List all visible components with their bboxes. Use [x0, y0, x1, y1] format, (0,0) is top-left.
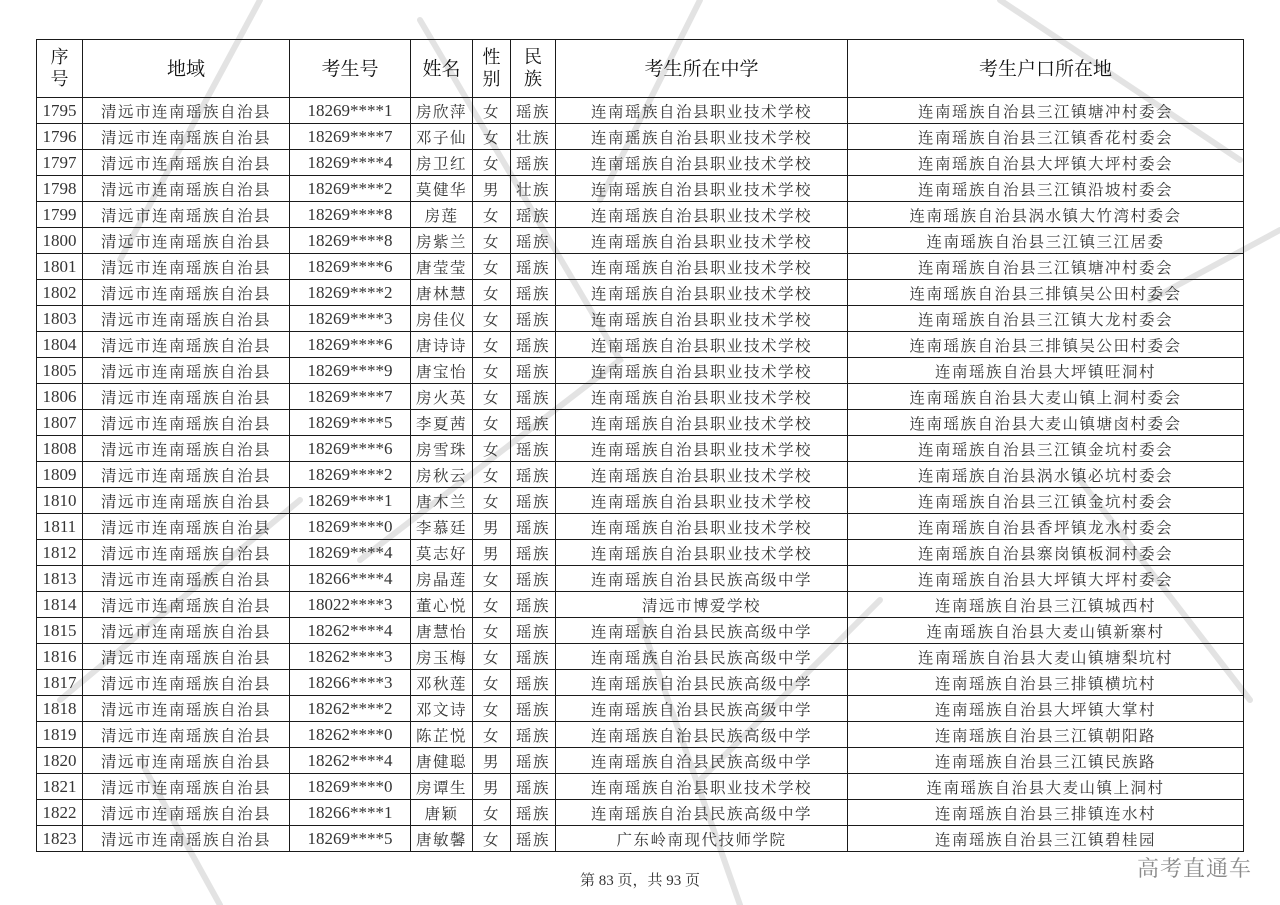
cell-school: 广东岭南现代技师学院 [556, 826, 848, 852]
cell-residence: 连南瑶族自治县大坪镇旺洞村 [848, 358, 1244, 384]
cell-ethnicity: 瑶族 [511, 540, 556, 566]
cell-residence: 连南瑶族自治县三江镇塘冲村委会 [848, 254, 1244, 280]
cell-exam-no: 18269****5 [290, 826, 411, 852]
cell-region: 清远市连南瑶族自治县 [83, 124, 290, 150]
cell-exam-no: 18269****3 [290, 306, 411, 332]
cell-exam-no: 18269****2 [290, 280, 411, 306]
cell-residence: 连南瑶族自治县三排镇吴公田村委会 [848, 332, 1244, 358]
cell-name: 李夏茜 [411, 410, 473, 436]
cell-name: 房莲 [411, 202, 473, 228]
cell-seq: 1795 [37, 98, 83, 124]
cell-region: 清远市连南瑶族自治县 [83, 748, 290, 774]
cell-ethnicity: 瑶族 [511, 254, 556, 280]
cell-residence: 连南瑶族自治县三排镇连水村 [848, 800, 1244, 826]
cell-gender: 女 [473, 202, 511, 228]
cell-name: 唐颖 [411, 800, 473, 826]
cell-gender: 女 [473, 618, 511, 644]
cell-seq: 1818 [37, 696, 83, 722]
cell-gender: 女 [473, 358, 511, 384]
cell-school: 连南瑶族自治县职业技术学校 [556, 228, 848, 254]
cell-exam-no: 18262****3 [290, 644, 411, 670]
cell-seq: 1797 [37, 150, 83, 176]
cell-name: 房卫红 [411, 150, 473, 176]
table-row [37, 644, 1244, 670]
header-ethnicity: 民 族 [511, 40, 556, 98]
cell-seq: 1805 [37, 358, 83, 384]
table-row [37, 358, 1244, 384]
cell-name: 陈芷悦 [411, 722, 473, 748]
cell-school: 清远市博爱学校 [556, 592, 848, 618]
cell-gender: 女 [473, 722, 511, 748]
cell-name: 邓秋莲 [411, 670, 473, 696]
cell-residence: 连南瑶族自治县大麦山镇塘梨坑村 [848, 644, 1244, 670]
cell-school: 连南瑶族自治县职业技术学校 [556, 306, 848, 332]
cell-school: 连南瑶族自治县职业技术学校 [556, 384, 848, 410]
cell-residence: 连南瑶族自治县三江镇香花村委会 [848, 124, 1244, 150]
table-row [37, 696, 1244, 722]
cell-residence: 连南瑶族自治县三江镇城西村 [848, 592, 1244, 618]
cell-name: 房火英 [411, 384, 473, 410]
cell-name: 唐敏馨 [411, 826, 473, 852]
cell-seq: 1822 [37, 800, 83, 826]
cell-name: 莫志好 [411, 540, 473, 566]
table-row [37, 488, 1244, 514]
cell-region: 清远市连南瑶族自治县 [83, 774, 290, 800]
cell-ethnicity: 瑶族 [511, 748, 556, 774]
cell-residence: 连南瑶族自治县三排镇横坑村 [848, 670, 1244, 696]
cell-region: 清远市连南瑶族自治县 [83, 332, 290, 358]
cell-school: 连南瑶族自治县职业技术学校 [556, 410, 848, 436]
cell-gender: 女 [473, 228, 511, 254]
cell-name: 唐林慧 [411, 280, 473, 306]
cell-exam-no: 18269****7 [290, 384, 411, 410]
cell-name: 董心悦 [411, 592, 473, 618]
cell-region: 清远市连南瑶族自治县 [83, 488, 290, 514]
table-row [37, 124, 1244, 150]
cell-school: 连南瑶族自治县民族高级中学 [556, 800, 848, 826]
cell-seq: 1819 [37, 722, 83, 748]
cell-region: 清远市连南瑶族自治县 [83, 410, 290, 436]
cell-residence: 连南瑶族自治县寨岗镇板洞村委会 [848, 540, 1244, 566]
cell-residence: 连南瑶族自治县涡水镇大竹湾村委会 [848, 202, 1244, 228]
cell-residence: 连南瑶族自治县三江镇塘冲村委会 [848, 98, 1244, 124]
corner-watermark: 高考直通车 [1136, 857, 1252, 882]
cell-residence: 连南瑶族自治县大坪镇大坪村委会 [848, 566, 1244, 592]
table-row [37, 150, 1244, 176]
header-exam-no: 考生号 [290, 40, 411, 98]
cell-exam-no: 18269****6 [290, 332, 411, 358]
cell-ethnicity: 瑶族 [511, 436, 556, 462]
cell-exam-no: 18266****1 [290, 800, 411, 826]
table-row [37, 462, 1244, 488]
cell-ethnicity: 瑶族 [511, 384, 556, 410]
header-name: 姓名 [411, 40, 473, 98]
table-row [37, 540, 1244, 566]
cell-residence: 连南瑶族自治县三江镇金坑村委会 [848, 488, 1244, 514]
table-row [37, 592, 1244, 618]
cell-name: 房玉梅 [411, 644, 473, 670]
cell-exam-no: 18269****0 [290, 774, 411, 800]
cell-residence: 连南瑶族自治县三江镇沿坡村委会 [848, 176, 1244, 202]
cell-exam-no: 18262****4 [290, 618, 411, 644]
table-row [37, 280, 1244, 306]
cell-seq: 1799 [37, 202, 83, 228]
cell-name: 房欣萍 [411, 98, 473, 124]
cell-exam-no: 18269****7 [290, 124, 411, 150]
cell-name: 唐宝怡 [411, 358, 473, 384]
cell-gender: 女 [473, 462, 511, 488]
cell-residence: 连南瑶族自治县大坪镇大掌村 [848, 696, 1244, 722]
cell-school: 连南瑶族自治县职业技术学校 [556, 176, 848, 202]
cell-ethnicity: 瑶族 [511, 488, 556, 514]
cell-name: 唐健聪 [411, 748, 473, 774]
cell-exam-no: 18269****6 [290, 254, 411, 280]
cell-seq: 1803 [37, 306, 83, 332]
cell-school: 连南瑶族自治县职业技术学校 [556, 202, 848, 228]
cell-exam-no: 18262****0 [290, 722, 411, 748]
cell-region: 清远市连南瑶族自治县 [83, 826, 290, 852]
cell-gender: 女 [473, 98, 511, 124]
cell-gender: 女 [473, 644, 511, 670]
cell-gender: 女 [473, 384, 511, 410]
cell-seq: 1823 [37, 826, 83, 852]
cell-ethnicity: 壮族 [511, 176, 556, 202]
cell-ethnicity: 瑶族 [511, 228, 556, 254]
cell-region: 清远市连南瑶族自治县 [83, 514, 290, 540]
cell-ethnicity: 瑶族 [511, 358, 556, 384]
cell-residence: 连南瑶族自治县三江镇三江居委 [848, 228, 1244, 254]
cell-region: 清远市连南瑶族自治县 [83, 566, 290, 592]
cell-school: 连南瑶族自治县民族高级中学 [556, 748, 848, 774]
table-row [37, 254, 1244, 280]
cell-ethnicity: 瑶族 [511, 566, 556, 592]
cell-residence: 连南瑶族自治县大麦山镇上洞村委会 [848, 384, 1244, 410]
cell-seq: 1820 [37, 748, 83, 774]
cell-seq: 1804 [37, 332, 83, 358]
header-residence: 考生户口所在地 [848, 40, 1244, 98]
cell-gender: 女 [473, 488, 511, 514]
table-row [37, 410, 1244, 436]
cell-name: 房紫兰 [411, 228, 473, 254]
table-row [37, 566, 1244, 592]
cell-gender: 男 [473, 176, 511, 202]
cell-name: 房谭生 [411, 774, 473, 800]
table-header-row [37, 40, 1244, 98]
cell-gender: 女 [473, 124, 511, 150]
cell-exam-no: 18269****0 [290, 514, 411, 540]
cell-gender: 女 [473, 254, 511, 280]
cell-school: 连南瑶族自治县民族高级中学 [556, 722, 848, 748]
cell-region: 清远市连南瑶族自治县 [83, 98, 290, 124]
table-row [37, 332, 1244, 358]
cell-gender: 女 [473, 800, 511, 826]
table-row [37, 228, 1244, 254]
cell-seq: 1811 [37, 514, 83, 540]
cell-school: 连南瑶族自治县职业技术学校 [556, 254, 848, 280]
cell-ethnicity: 瑶族 [511, 696, 556, 722]
cell-gender: 男 [473, 774, 511, 800]
cell-residence: 连南瑶族自治县大麦山镇塘卤村委会 [848, 410, 1244, 436]
cell-gender: 女 [473, 150, 511, 176]
cell-ethnicity: 瑶族 [511, 332, 556, 358]
cell-exam-no: 18269****1 [290, 488, 411, 514]
cell-region: 清远市连南瑶族自治县 [83, 618, 290, 644]
cell-ethnicity: 瑶族 [511, 644, 556, 670]
cell-ethnicity: 瑶族 [511, 306, 556, 332]
cell-region: 清远市连南瑶族自治县 [83, 644, 290, 670]
cell-school: 连南瑶族自治县职业技术学校 [556, 488, 848, 514]
cell-residence: 连南瑶族自治县三江镇朝阳路 [848, 722, 1244, 748]
cell-region: 清远市连南瑶族自治县 [83, 202, 290, 228]
cell-gender: 女 [473, 826, 511, 852]
header-region: 地域 [83, 40, 290, 98]
cell-exam-no: 18269****1 [290, 98, 411, 124]
cell-seq: 1817 [37, 670, 83, 696]
cell-name: 唐莹莹 [411, 254, 473, 280]
cell-school: 连南瑶族自治县民族高级中学 [556, 696, 848, 722]
table-row [37, 774, 1244, 800]
cell-gender: 女 [473, 332, 511, 358]
table-row [37, 826, 1244, 852]
cell-school: 连南瑶族自治县民族高级中学 [556, 670, 848, 696]
cell-school: 连南瑶族自治县职业技术学校 [556, 462, 848, 488]
cell-residence: 连南瑶族自治县三江镇民族路 [848, 748, 1244, 774]
cell-ethnicity: 瑶族 [511, 670, 556, 696]
cell-ethnicity: 瑶族 [511, 150, 556, 176]
cell-exam-no: 18269****8 [290, 228, 411, 254]
cell-exam-no: 18269****8 [290, 202, 411, 228]
table-row [37, 748, 1244, 774]
cell-gender: 男 [473, 540, 511, 566]
cell-residence: 连南瑶族自治县三江镇大龙村委会 [848, 306, 1244, 332]
cell-residence: 连南瑶族自治县大坪镇大坪村委会 [848, 150, 1244, 176]
cell-school: 连南瑶族自治县职业技术学校 [556, 774, 848, 800]
cell-gender: 女 [473, 670, 511, 696]
cell-gender: 女 [473, 280, 511, 306]
cell-ethnicity: 壮族 [511, 124, 556, 150]
cell-gender: 女 [473, 696, 511, 722]
cell-exam-no: 18269****2 [290, 176, 411, 202]
cell-school: 连南瑶族自治县民族高级中学 [556, 566, 848, 592]
cell-region: 清远市连南瑶族自治县 [83, 696, 290, 722]
table-row [37, 618, 1244, 644]
cell-seq: 1806 [37, 384, 83, 410]
header-school: 考生所在中学 [556, 40, 848, 98]
cell-ethnicity: 瑶族 [511, 592, 556, 618]
cell-gender: 女 [473, 410, 511, 436]
cell-school: 连南瑶族自治县职业技术学校 [556, 332, 848, 358]
cell-residence: 连南瑶族自治县三江镇金坑村委会 [848, 436, 1244, 462]
cell-region: 清远市连南瑶族自治县 [83, 540, 290, 566]
cell-region: 清远市连南瑶族自治县 [83, 228, 290, 254]
cell-exam-no: 18266****4 [290, 566, 411, 592]
cell-seq: 1814 [37, 592, 83, 618]
cell-residence: 连南瑶族自治县香坪镇龙水村委会 [848, 514, 1244, 540]
cell-residence: 连南瑶族自治县三排镇吴公田村委会 [848, 280, 1244, 306]
cell-region: 清远市连南瑶族自治县 [83, 254, 290, 280]
cell-ethnicity: 瑶族 [511, 826, 556, 852]
table-row [37, 800, 1244, 826]
cell-region: 清远市连南瑶族自治县 [83, 722, 290, 748]
cell-ethnicity: 瑶族 [511, 410, 556, 436]
cell-region: 清远市连南瑶族自治县 [83, 384, 290, 410]
cell-seq: 1796 [37, 124, 83, 150]
cell-school: 连南瑶族自治县民族高级中学 [556, 644, 848, 670]
table-row [37, 306, 1244, 332]
cell-residence: 连南瑶族自治县三江镇碧桂园 [848, 826, 1244, 852]
cell-ethnicity: 瑶族 [511, 98, 556, 124]
table-row [37, 202, 1244, 228]
cell-gender: 男 [473, 748, 511, 774]
cell-seq: 1807 [37, 410, 83, 436]
cell-name: 房佳仪 [411, 306, 473, 332]
cell-residence: 连南瑶族自治县涡水镇必坑村委会 [848, 462, 1244, 488]
cell-exam-no: 18269****2 [290, 462, 411, 488]
cell-name: 唐诗诗 [411, 332, 473, 358]
cell-residence: 连南瑶族自治县大麦山镇新寨村 [848, 618, 1244, 644]
cell-name: 邓子仙 [411, 124, 473, 150]
cell-ethnicity: 瑶族 [511, 202, 556, 228]
cell-region: 清远市连南瑶族自治县 [83, 670, 290, 696]
candidate-table [36, 39, 1244, 852]
cell-exam-no: 18266****3 [290, 670, 411, 696]
header-gender: 性 别 [473, 40, 511, 98]
cell-seq: 1821 [37, 774, 83, 800]
cell-region: 清远市连南瑶族自治县 [83, 150, 290, 176]
cell-region: 清远市连南瑶族自治县 [83, 800, 290, 826]
cell-seq: 1816 [37, 644, 83, 670]
cell-gender: 女 [473, 566, 511, 592]
cell-seq: 1809 [37, 462, 83, 488]
cell-seq: 1810 [37, 488, 83, 514]
cell-school: 连南瑶族自治县职业技术学校 [556, 150, 848, 176]
cell-ethnicity: 瑶族 [511, 722, 556, 748]
cell-name: 唐木兰 [411, 488, 473, 514]
table-body [37, 98, 1244, 852]
cell-name: 房晶莲 [411, 566, 473, 592]
cell-exam-no: 18269****9 [290, 358, 411, 384]
cell-region: 清远市连南瑶族自治县 [83, 306, 290, 332]
cell-region: 清远市连南瑶族自治县 [83, 436, 290, 462]
table-row [37, 436, 1244, 462]
cell-seq: 1798 [37, 176, 83, 202]
cell-region: 清远市连南瑶族自治县 [83, 176, 290, 202]
cell-ethnicity: 瑶族 [511, 514, 556, 540]
cell-seq: 1813 [37, 566, 83, 592]
cell-region: 清远市连南瑶族自治县 [83, 462, 290, 488]
cell-exam-no: 18022****3 [290, 592, 411, 618]
cell-region: 清远市连南瑶族自治县 [83, 358, 290, 384]
table-row [37, 722, 1244, 748]
cell-ethnicity: 瑶族 [511, 618, 556, 644]
cell-school: 连南瑶族自治县职业技术学校 [556, 436, 848, 462]
cell-seq: 1808 [37, 436, 83, 462]
cell-seq: 1801 [37, 254, 83, 280]
cell-seq: 1812 [37, 540, 83, 566]
cell-region: 清远市连南瑶族自治县 [83, 280, 290, 306]
cell-seq: 1802 [37, 280, 83, 306]
cell-ethnicity: 瑶族 [511, 774, 556, 800]
cell-exam-no: 18269****4 [290, 150, 411, 176]
cell-exam-no: 18269****5 [290, 410, 411, 436]
cell-name: 房雪珠 [411, 436, 473, 462]
cell-region: 清远市连南瑶族自治县 [83, 592, 290, 618]
table-row [37, 176, 1244, 202]
cell-school: 连南瑶族自治县民族高级中学 [556, 618, 848, 644]
table-row [37, 384, 1244, 410]
table-row [37, 514, 1244, 540]
cell-residence: 连南瑶族自治县大麦山镇上洞村 [848, 774, 1244, 800]
cell-exam-no: 18269****6 [290, 436, 411, 462]
cell-gender: 女 [473, 436, 511, 462]
cell-ethnicity: 瑶族 [511, 462, 556, 488]
cell-name: 邓文诗 [411, 696, 473, 722]
cell-gender: 女 [473, 306, 511, 332]
cell-name: 莫健华 [411, 176, 473, 202]
cell-ethnicity: 瑶族 [511, 280, 556, 306]
cell-name: 房秋云 [411, 462, 473, 488]
table-row [37, 670, 1244, 696]
cell-gender: 男 [473, 514, 511, 540]
cell-school: 连南瑶族自治县职业技术学校 [556, 280, 848, 306]
page-footer: 第 83 页，共 93 页 [579, 873, 700, 889]
cell-exam-no: 18262****2 [290, 696, 411, 722]
cell-ethnicity: 瑶族 [511, 800, 556, 826]
cell-exam-no: 18262****4 [290, 748, 411, 774]
cell-school: 连南瑶族自治县职业技术学校 [556, 124, 848, 150]
cell-seq: 1815 [37, 618, 83, 644]
cell-seq: 1800 [37, 228, 83, 254]
cell-school: 连南瑶族自治县职业技术学校 [556, 98, 848, 124]
table-row [37, 98, 1244, 124]
cell-gender: 女 [473, 592, 511, 618]
cell-exam-no: 18269****4 [290, 540, 411, 566]
cell-name: 李慕廷 [411, 514, 473, 540]
cell-school: 连南瑶族自治县职业技术学校 [556, 514, 848, 540]
cell-school: 连南瑶族自治县职业技术学校 [556, 358, 848, 384]
header-seq: 序 号 [37, 40, 83, 98]
cell-name: 唐慧怡 [411, 618, 473, 644]
cell-school: 连南瑶族自治县职业技术学校 [556, 540, 848, 566]
